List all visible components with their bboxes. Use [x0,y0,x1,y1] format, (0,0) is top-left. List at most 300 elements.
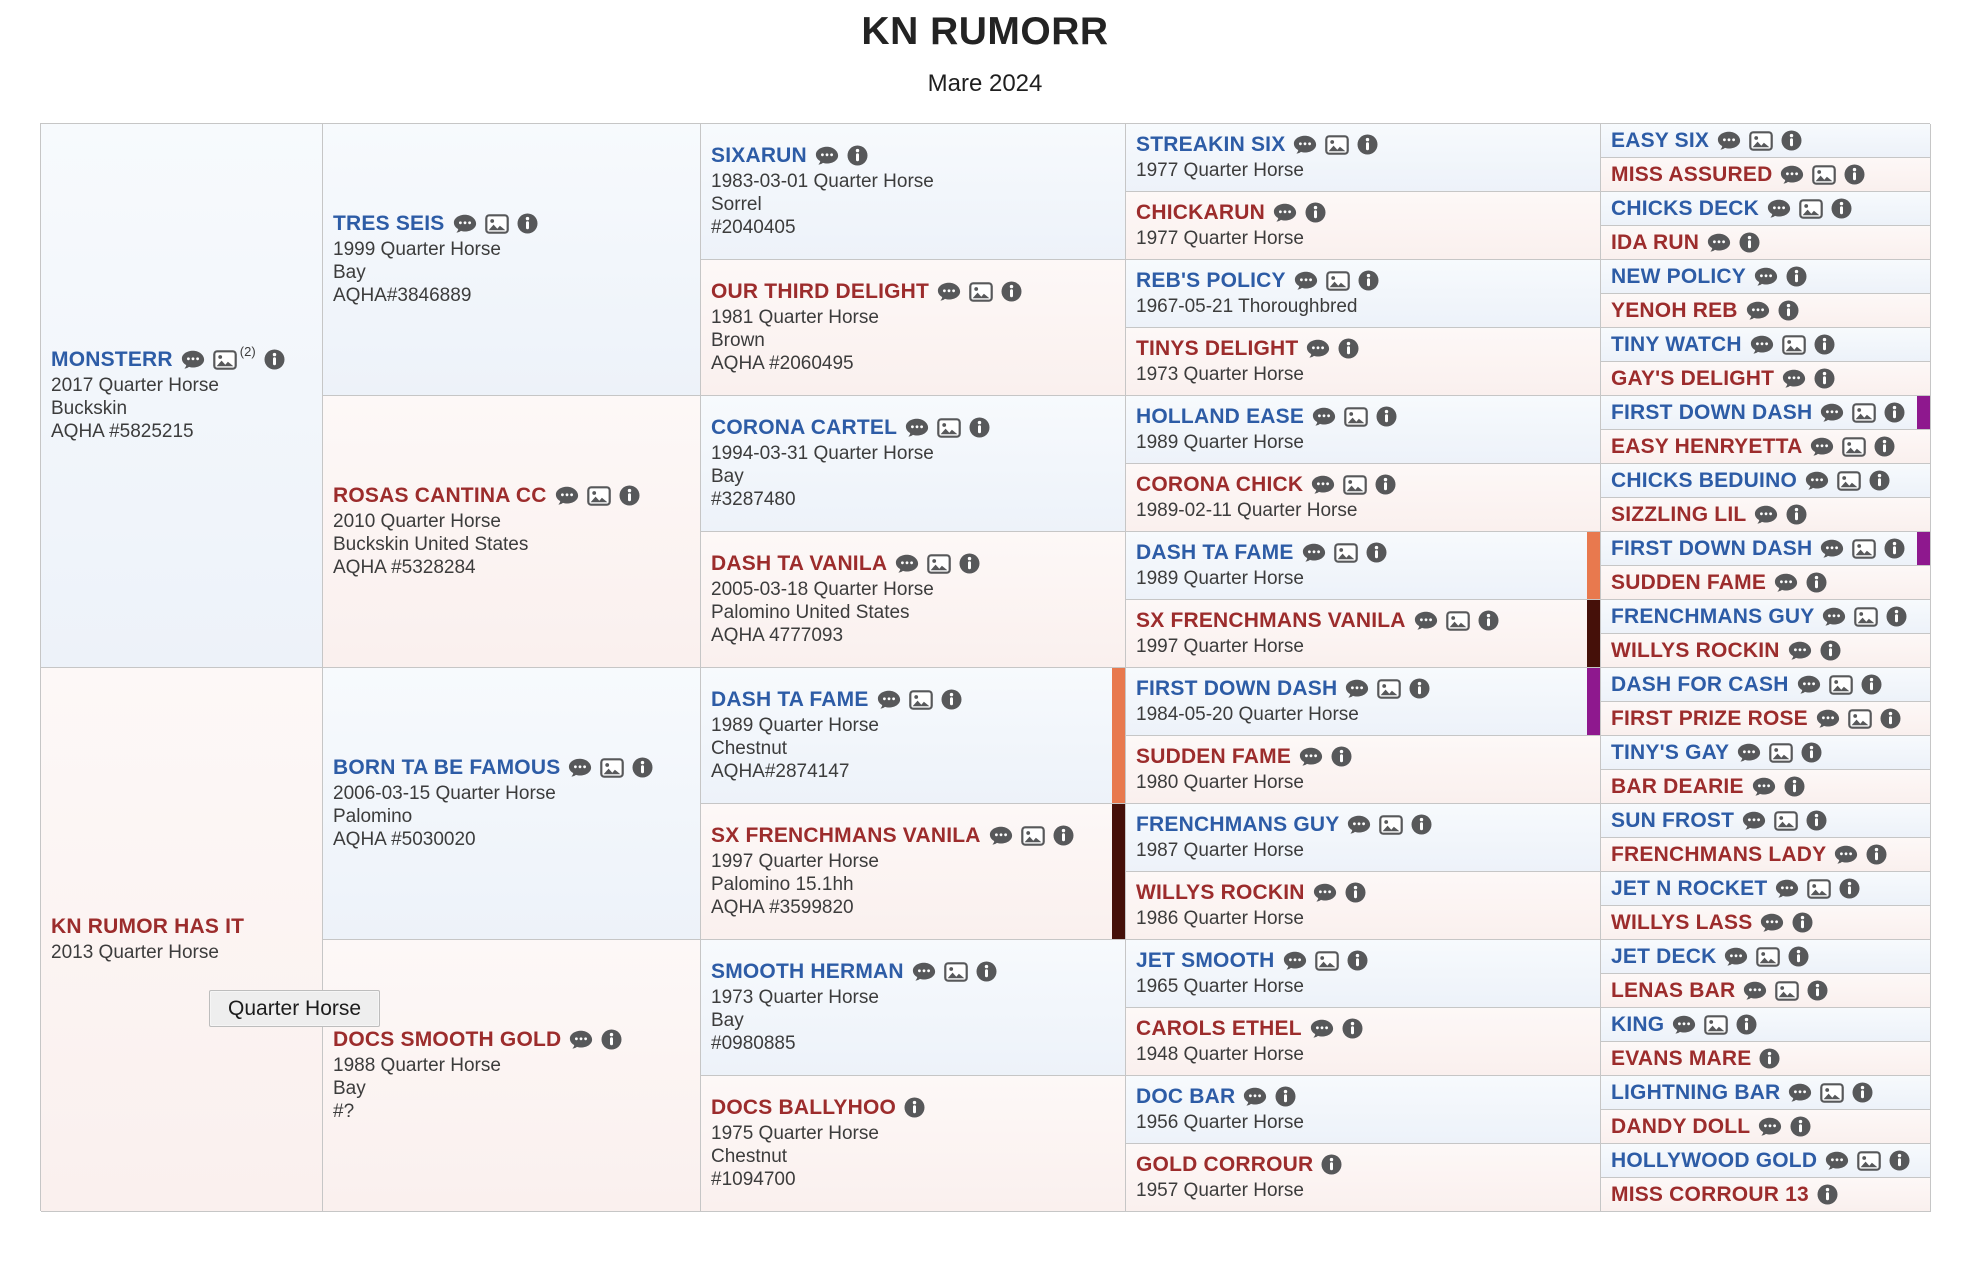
info-icon[interactable] [1807,980,1828,1001]
info-icon[interactable] [1792,912,1813,933]
comment-icon[interactable] [1707,233,1731,253]
image-icon[interactable] [1820,1083,1844,1103]
info-icon[interactable] [1053,825,1074,846]
horse-name-link[interactable]: TINY'S GAY [1611,740,1730,764]
horse-name-link[interactable]: KN RUMOR HAS IT [51,914,245,938]
horse-name-link[interactable]: FIRST PRIZE ROSE [1611,706,1808,730]
pedigree-cell-ida-run [1601,226,1931,260]
horse-details-line: AQHA #5328284 [333,557,476,579]
horse-name-link[interactable]: CAROLS ETHEL [1136,1016,1302,1040]
image-icon[interactable] [1775,981,1799,1001]
info-icon[interactable] [976,961,997,982]
image-count-badge: (2) [239,344,256,360]
info-icon[interactable] [1411,814,1432,835]
horse-details-line: Palomino 15.1hh [711,873,854,895]
comment-icon[interactable] [912,962,936,982]
comment-icon[interactable] [1273,203,1297,223]
horse-details-line: #0980885 [711,1033,796,1055]
image-icon[interactable] [600,758,624,778]
info-icon[interactable] [1820,640,1841,661]
horse-details-line: 1967-05-21 Thoroughbred [1136,295,1358,317]
horse-name-link[interactable]: SIXARUN [711,143,807,167]
comment-icon[interactable] [1724,947,1748,967]
horse-name-link[interactable]: TINY WATCH [1611,332,1742,356]
horse-details-line: Sorrel [711,193,762,215]
image-icon[interactable] [1782,335,1806,355]
pedigree-cell-dash-ta-vanila [701,532,1126,668]
info-icon[interactable] [1001,281,1022,302]
info-icon[interactable] [1736,1014,1757,1035]
pedigree-cell-new-policy [1601,260,1931,294]
horse-name-link[interactable]: SUDDEN FAME [1611,570,1767,594]
horse-details-line: 1977 Quarter Horse [1136,227,1304,249]
horse-name-link[interactable]: JET SMOOTH [1136,948,1275,972]
image-icon[interactable] [1021,826,1045,846]
info-icon[interactable] [1305,202,1326,223]
pedigree-cell-first-down-dash [1601,396,1931,430]
pedigree-cell-gold-corrour [1126,1144,1601,1212]
info-icon[interactable] [1366,542,1387,563]
info-icon[interactable] [1357,134,1378,155]
pedigree-cell-sizzling-lil [1601,498,1931,532]
pedigree-cell-sixarun [701,124,1126,260]
info-icon[interactable] [1866,844,1887,865]
info-icon[interactable] [1790,1116,1811,1137]
comment-icon[interactable] [1825,1151,1849,1171]
image-icon[interactable] [1774,811,1798,831]
image-icon[interactable] [1379,815,1403,835]
pedigree-cell-dash-ta-fame [1126,532,1601,600]
horse-name-link[interactable]: DASH TA FAME [1136,540,1294,564]
image-icon[interactable] [1812,165,1836,185]
linebreeding-bar [1112,668,1125,803]
pedigree-cell-king [1601,1008,1931,1042]
horse-details-line: 1975 Quarter Horse [711,1122,879,1144]
horse-name-link[interactable]: CHICKS DECK [1611,196,1760,220]
comment-icon[interactable] [1311,475,1335,495]
comment-icon[interactable] [989,826,1013,846]
comment-icon[interactable] [1767,199,1791,219]
linebreeding-bar [1917,532,1930,565]
horse-details-line: 1981 Quarter Horse [711,306,879,328]
horse-name-link[interactable]: JET N ROCKET [1611,876,1768,900]
pedigree-cell-chicks-beduino [1601,464,1931,498]
image-icon[interactable] [1325,135,1349,155]
image-icon[interactable] [1857,1151,1881,1171]
info-icon[interactable] [847,145,868,166]
info-icon[interactable] [1801,742,1822,763]
pedigree-cell-easy-six [1601,124,1931,158]
horse-name-link[interactable]: FRENCHMANS GUY [1611,604,1815,628]
comment-icon[interactable] [453,214,477,234]
horse-details-line: 1983-03-01 Quarter Horse [711,170,934,192]
info-icon[interactable] [1874,436,1895,457]
pedigree-cell-chickarun [1126,192,1601,260]
horse-name-link[interactable]: FRENCHMANS LADY [1611,842,1827,866]
linebreeding-bar [1587,600,1600,667]
comment-icon[interactable] [1717,131,1741,151]
comment-icon[interactable] [1243,1087,1267,1107]
pedigree-cell-our-third-delight [701,260,1126,396]
horse-name-link[interactable]: SX FRENCHMANS VANILA [1136,608,1406,632]
horse-name-link[interactable]: WILLYS LASS [1611,910,1753,934]
breed-tooltip [209,990,380,1027]
info-icon[interactable] [1409,678,1430,699]
comment-icon[interactable] [1834,845,1858,865]
info-icon[interactable] [1739,232,1760,253]
info-icon[interactable] [1806,810,1827,831]
horse-details-line: 1997 Quarter Horse [1136,635,1304,657]
pedigree-cell-holland-ease [1126,396,1601,464]
horse-name-link[interactable]: CHICKARUN [1136,200,1265,224]
horse-name-link[interactable]: CORONA CHICK [1136,472,1304,496]
horse-name-link[interactable]: DASH TA VANILA [711,551,888,575]
horse-details-line: 1989-02-11 Quarter Horse [1136,499,1358,521]
pedigree-cell-corona-cartel [701,396,1126,532]
pedigree-cell-doc-bar [1126,1076,1601,1144]
info-icon[interactable] [1880,708,1901,729]
comment-icon[interactable] [1742,811,1766,831]
horse-name-link[interactable]: LIGHTNING BAR [1611,1080,1781,1104]
image-icon[interactable] [587,486,611,506]
comment-icon[interactable] [1750,335,1774,355]
info-icon[interactable] [1869,470,1890,491]
horse-name-link[interactable]: BAR DEARIE [1611,774,1744,798]
horse-name-link[interactable]: EVANS MARE [1611,1046,1752,1070]
info-icon[interactable] [1338,338,1359,359]
comment-icon[interactable] [1782,369,1806,389]
page-subtitle: Mare 2024 [927,70,1043,97]
info-icon[interactable] [1844,164,1865,185]
image-icon[interactable] [1848,709,1872,729]
image-icon[interactable] [909,690,933,710]
horse-name-link[interactable]: SIZZLING LIL [1611,502,1747,526]
info-icon[interactable] [632,757,653,778]
info-icon[interactable] [1345,882,1366,903]
image-icon[interactable] [969,282,993,302]
info-icon[interactable] [969,417,990,438]
comment-icon[interactable] [1293,135,1317,155]
comment-icon[interactable] [1299,747,1323,767]
horse-details-line: 1989 Quarter Horse [711,714,879,736]
info-icon[interactable] [1347,950,1368,971]
image-icon[interactable] [1315,951,1339,971]
comment-icon[interactable] [1754,505,1778,525]
horse-name-link[interactable]: DOC BAR [1136,1084,1236,1108]
image-icon[interactable] [1829,675,1853,695]
horse-details-line: 1989 Quarter Horse [1136,567,1304,589]
horse-details-line: 1977 Quarter Horse [1136,159,1304,181]
pedigree-cell-gay-s-delight [1601,362,1931,396]
comment-icon[interactable] [1414,611,1438,631]
comment-icon[interactable] [905,418,929,438]
comment-icon[interactable] [569,1030,593,1050]
horse-name-link[interactable]: REB'S POLICY [1136,268,1286,292]
comment-icon[interactable] [181,350,205,370]
horse-details-line: 1957 Quarter Horse [1136,1179,1304,1201]
info-icon[interactable] [1839,878,1860,899]
pedigree-cell-reb-s-policy [1126,260,1601,328]
comment-icon[interactable] [877,690,901,710]
linebreeding-bar [1587,668,1600,735]
pedigree-cell-monsterr [41,124,323,668]
image-icon[interactable] [1769,743,1793,763]
info-icon[interactable] [1342,1018,1363,1039]
horse-name-link[interactable]: NEW POLICY [1611,264,1747,288]
horse-name-link[interactable]: MISS CORROUR 13 [1611,1182,1809,1206]
comment-icon[interactable] [1775,879,1799,899]
pedigree-cell-frenchmans-lady [1601,838,1931,872]
horse-name-link[interactable]: SMOOTH HERMAN [711,959,904,983]
horse-name-link[interactable]: DASH TA FAME [711,687,869,711]
pedigree-cell-jet-deck [1601,940,1931,974]
comment-icon[interactable] [1810,437,1834,457]
horse-name-link[interactable]: DOCS BALLYHOO [711,1095,897,1119]
pedigree-cell-rosas-cantina-cc [323,396,701,668]
info-icon[interactable] [1814,334,1835,355]
image-icon[interactable] [1334,543,1358,563]
comment-icon[interactable] [1737,743,1761,763]
linebreeding-bar [1112,804,1125,939]
image-icon[interactable] [1344,407,1368,427]
horse-details-line: Bay [711,1009,744,1031]
horse-details-line: AQHA#2874147 [711,761,850,783]
horse-details-line: 1994-03-31 Quarter Horse [711,442,934,464]
horse-name-link[interactable]: GOLD CORROUR [1136,1152,1314,1176]
image-icon[interactable] [1807,879,1831,899]
horse-name-link[interactable]: HOLLYWOOD GOLD [1611,1148,1818,1172]
info-icon[interactable] [1786,504,1807,525]
comment-icon[interactable] [1754,267,1778,287]
horse-name-link[interactable]: DOCS SMOOTH GOLD [333,1027,562,1051]
image-icon[interactable] [1326,271,1350,291]
info-icon[interactable] [1784,776,1805,797]
horse-details-line: Bay [333,1077,366,1099]
horse-name-link[interactable]: CORONA CARTEL [711,415,898,439]
pedigree-cell-carols-ethel [1126,1008,1601,1076]
comment-icon[interactable] [1302,543,1326,563]
horse-name-link[interactable]: WILLYS ROCKIN [1136,880,1305,904]
comment-icon[interactable] [1313,883,1337,903]
info-icon[interactable] [1852,1082,1873,1103]
comment-icon[interactable] [1752,777,1776,797]
comment-icon[interactable] [1822,607,1846,627]
comment-icon[interactable] [1294,271,1318,291]
comment-icon[interactable] [937,282,961,302]
horse-name-link[interactable]: ROSAS CANTINA CC [333,483,547,507]
horse-details-line: 1988 Quarter Horse [333,1054,501,1076]
comment-icon[interactable] [1797,675,1821,695]
pedigree-cell-first-prize-rose [1601,702,1931,736]
info-icon[interactable] [1321,1154,1342,1175]
pedigree-cell-kn-rumor-has-it [41,668,323,1212]
comment-icon[interactable] [1312,407,1336,427]
image-icon[interactable] [1854,607,1878,627]
horse-name-link[interactable]: FIRST DOWN DASH [1611,400,1813,424]
info-icon[interactable] [904,1097,925,1118]
horse-name-link[interactable]: YENOH REB [1611,298,1738,322]
horse-name-link[interactable]: BORN TA BE FAMOUS [333,755,561,779]
horse-name-link[interactable]: TINYS DELIGHT [1136,336,1299,360]
pedigree-cell-hollywood-gold [1601,1144,1931,1178]
comment-icon[interactable] [1310,1019,1334,1039]
info-icon[interactable] [1806,572,1827,593]
info-icon[interactable] [1831,198,1852,219]
horse-details-line: Buckskin [51,397,128,419]
horse-details-line: #1094700 [711,1169,796,1191]
pedigree-cell-sun-frost [1601,804,1931,838]
image-icon[interactable] [1704,1015,1728,1035]
info-icon[interactable] [1376,406,1397,427]
image-icon[interactable] [1852,539,1876,559]
pedigree-cell-dash-for-cash [1601,668,1931,702]
horse-name-link[interactable]: EASY HENRYETTA [1611,434,1803,458]
info-icon[interactable] [1478,610,1499,631]
horse-details-line: 1997 Quarter Horse [711,850,879,872]
info-icon[interactable] [619,485,640,506]
info-icon[interactable] [1884,402,1905,423]
comment-icon[interactable] [1780,165,1804,185]
pedigree-cell-sudden-fame [1126,736,1601,804]
comment-icon[interactable] [555,486,579,506]
image-icon[interactable] [1756,947,1780,967]
image-icon[interactable] [1842,437,1866,457]
comment-icon[interactable] [895,554,919,574]
horse-details-line: 1973 Quarter Horse [1136,363,1304,385]
image-icon[interactable] [1799,199,1823,219]
horse-details-line: Chestnut [711,1145,788,1167]
info-icon[interactable] [1884,538,1905,559]
comment-icon[interactable] [1788,1083,1812,1103]
info-icon[interactable] [264,349,285,370]
image-icon[interactable] [1852,403,1876,423]
info-icon[interactable] [1886,606,1907,627]
horse-name-link[interactable]: IDA RUN [1611,230,1700,254]
horse-name-link[interactable]: DANDY DOLL [1611,1114,1751,1138]
pedigree-cell-tiny-watch [1601,328,1931,362]
breed-tooltip-text: Quarter Horse [228,996,362,1020]
horse-details-line: #2040405 [711,217,796,239]
comment-icon[interactable] [1672,1015,1696,1035]
image-icon[interactable] [485,214,509,234]
comment-icon[interactable] [568,758,592,778]
horse-name-link[interactable]: SX FRENCHMANS VANILA [711,823,981,847]
horse-name-link[interactable]: HOLLAND EASE [1136,404,1305,428]
horse-name-link[interactable]: SUN FROST [1611,808,1735,832]
pedigree-cell-born-ta-be-famous [323,668,701,940]
info-icon[interactable] [1759,1048,1780,1069]
horse-name-link[interactable]: OUR THIRD DELIGHT [711,279,930,303]
comment-icon[interactable] [1347,815,1371,835]
image-icon[interactable] [927,554,951,574]
image-icon[interactable] [1446,611,1470,631]
horse-details-line: #3287480 [711,489,796,511]
info-icon[interactable] [941,689,962,710]
comment-icon[interactable] [1788,641,1812,661]
comment-icon[interactable] [1805,471,1829,491]
info-icon[interactable] [1786,266,1807,287]
info-icon[interactable] [1358,270,1379,291]
comment-icon[interactable] [1820,403,1844,423]
horse-name-link[interactable]: STREAKIN SIX [1136,132,1286,156]
info-icon[interactable] [1861,674,1882,695]
horse-name-link[interactable]: WILLYS ROCKIN [1611,638,1780,662]
horse-name-link[interactable]: MISS ASSURED [1611,162,1773,186]
horse-details-line: Buckskin United States [333,533,529,555]
horse-name-link[interactable]: JET DECK [1611,944,1717,968]
horse-name-link[interactable]: EASY SIX [1611,128,1710,152]
image-icon[interactable] [1377,679,1401,699]
comment-icon[interactable] [1760,913,1784,933]
comment-icon[interactable] [1816,709,1840,729]
info-icon[interactable] [517,213,538,234]
horse-name-link[interactable]: CHICKS BEDUINO [1611,468,1797,492]
horse-name-link[interactable]: MONSTERR [51,347,173,371]
horse-details-line: AQHA #3599820 [711,897,854,919]
comment-icon[interactable] [1283,951,1307,971]
image-icon[interactable] [944,962,968,982]
info-icon[interactable] [1778,300,1799,321]
info-icon[interactable] [601,1029,622,1050]
horse-name-link[interactable]: FIRST DOWN DASH [1136,676,1338,700]
horse-details-line: 1999 Quarter Horse [333,238,501,260]
info-icon[interactable] [1889,1150,1910,1171]
pedigree-cell-tiny-s-gay [1601,736,1931,770]
comment-icon[interactable] [1345,679,1369,699]
info-icon[interactable] [1781,130,1802,151]
info-icon[interactable] [1814,368,1835,389]
comment-icon[interactable] [1743,981,1767,1001]
info-icon[interactable] [1817,1184,1838,1205]
info-icon[interactable] [1788,946,1809,967]
comment-icon[interactable] [1820,539,1844,559]
comment-icon[interactable] [1774,573,1798,593]
horse-name-link[interactable]: TRES SEIS [333,211,445,235]
image-icon[interactable] [1343,475,1367,495]
info-icon[interactable] [1331,746,1352,767]
image-icon[interactable] [937,418,961,438]
horse-details-line: #? [333,1101,355,1123]
horse-details-line: 1989 Quarter Horse [1136,431,1304,453]
comment-icon[interactable] [1758,1117,1782,1137]
pedigree-cell-willys-lass [1601,906,1931,940]
pedigree-cell-dandy-doll [1601,1110,1931,1144]
image-icon[interactable] [213,350,237,370]
image-icon[interactable] [1749,131,1773,151]
horse-name-link[interactable]: FIRST DOWN DASH [1611,536,1813,560]
horse-details-line: 1987 Quarter Horse [1136,839,1304,861]
horse-details-line: Chestnut [711,737,788,759]
horse-name-link[interactable]: DASH FOR CASH [1611,672,1789,696]
comment-icon[interactable] [1746,301,1770,321]
info-icon[interactable] [1275,1086,1296,1107]
pedigree-cell-miss-assured [1601,158,1931,192]
horse-name-link[interactable]: SUDDEN FAME [1136,744,1292,768]
horse-details-line: 2013 Quarter Horse [51,941,219,963]
horse-name-link[interactable]: KING [1611,1012,1665,1036]
pedigree-cell-streakin-six [1126,124,1601,192]
horse-name-link[interactable]: FRENCHMANS GUY [1136,812,1340,836]
image-icon[interactable] [1837,471,1861,491]
horse-name-link[interactable]: GAY'S DELIGHT [1611,366,1775,390]
info-icon[interactable] [1375,474,1396,495]
horse-name-link[interactable]: LENAS BAR [1611,978,1736,1002]
info-icon[interactable] [959,553,980,574]
pedigree-cell-evans-mare [1601,1042,1931,1076]
comment-icon[interactable] [1306,339,1330,359]
comment-icon[interactable] [815,146,839,166]
horse-details-line: AQHA#3846889 [333,285,472,307]
